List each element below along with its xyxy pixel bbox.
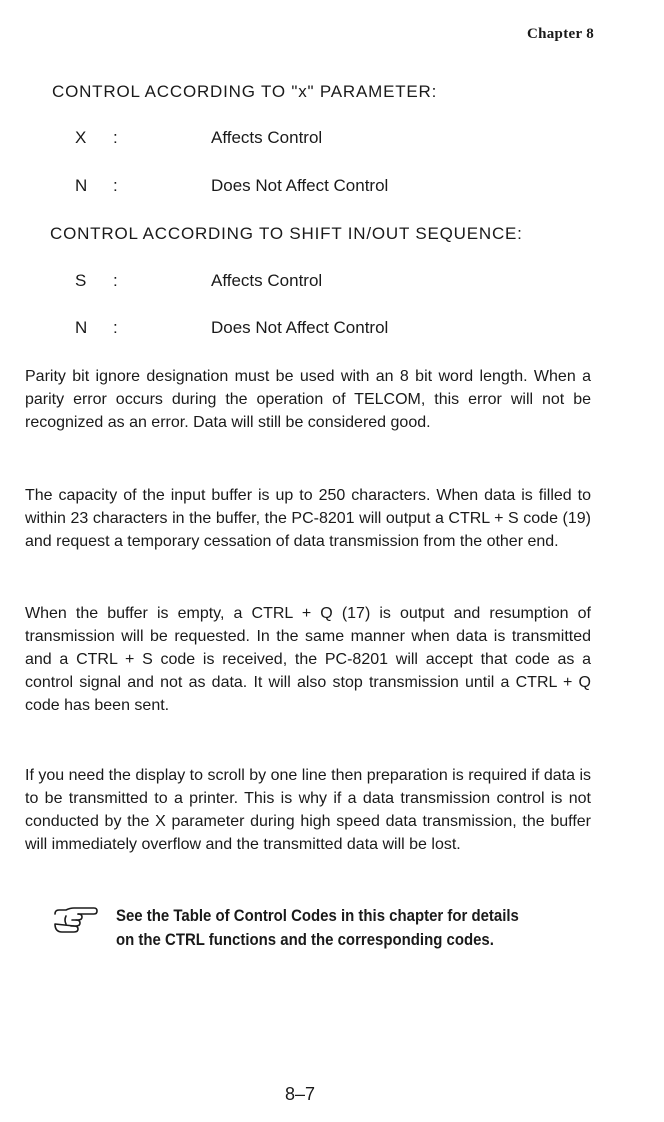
definition-description: Affects Control xyxy=(211,271,323,290)
definition-code: X xyxy=(75,128,87,147)
definition-row-n-shift xyxy=(75,318,388,338)
definition-separator: : xyxy=(113,318,118,337)
paragraph-buffer-empty: When the buffer is empty, a CTRL + Q (17) is output and resumption of transmission will be requested. In the same manner when data is transmitted and a CTRL + S code is received, the PC-8201 will accept that code as a control signal and not as data. It will also stop transmission until a CTRL + Q code has been sent. xyxy=(25,605,591,714)
definition-code: S xyxy=(75,271,87,290)
definition-separator: : xyxy=(113,176,118,195)
definition-description: Does Not Affect Control xyxy=(211,176,389,195)
note-line-1: See the Table of Control Codes in this chapter for details xyxy=(116,906,519,925)
note-text xyxy=(116,904,556,952)
section-heading-shift-sequence: CONTROL ACCORDING TO SHIFT IN/OUT SEQUENCE: xyxy=(50,224,523,243)
definition-row-x xyxy=(75,128,322,148)
definition-description: Does Not Affect Control xyxy=(211,318,389,337)
paragraph-buffer-capacity: The capacity of the input buffer is up to 250 characters. When data is filled to within 23 characters in the buffer, the PC-8201 will output a CTRL + S code (19) and request a temporary cessation of data transmission from the other end. xyxy=(25,487,591,550)
definition-code: N xyxy=(75,176,88,195)
pointing-hand-icon xyxy=(52,904,100,936)
section-heading-x-parameter: CONTROL ACCORDING TO "x" PARAMETER: xyxy=(52,82,438,101)
definition-row-n xyxy=(75,176,388,196)
definition-description: Affects Control xyxy=(211,128,323,147)
chapter-header: Chapter 8 xyxy=(526,26,594,42)
note-line-2: on the CTRL functions and the corresponding codes. xyxy=(116,930,494,949)
paragraph-parity: Parity bit ignore designation must be used with an 8 bit word length. When a parity error occurs during the operation of TELCOM, this error will not be recognized as an error. Data will still be considered good. xyxy=(25,368,591,431)
definition-row-s xyxy=(75,271,322,291)
definition-code: N xyxy=(75,318,88,337)
page-number: 8–7 xyxy=(284,1084,316,1104)
paragraph-scroll: If you need the display to scroll by one line then preparation is required if data is to be transmitted to a printer. This is why if a data transmission control is not conducted by the X parameter during high speed data transmission, the buffer will immediately overflow and the transmitted data will be lost. xyxy=(25,767,591,853)
definition-separator: : xyxy=(113,271,118,290)
definition-separator: : xyxy=(113,128,118,147)
